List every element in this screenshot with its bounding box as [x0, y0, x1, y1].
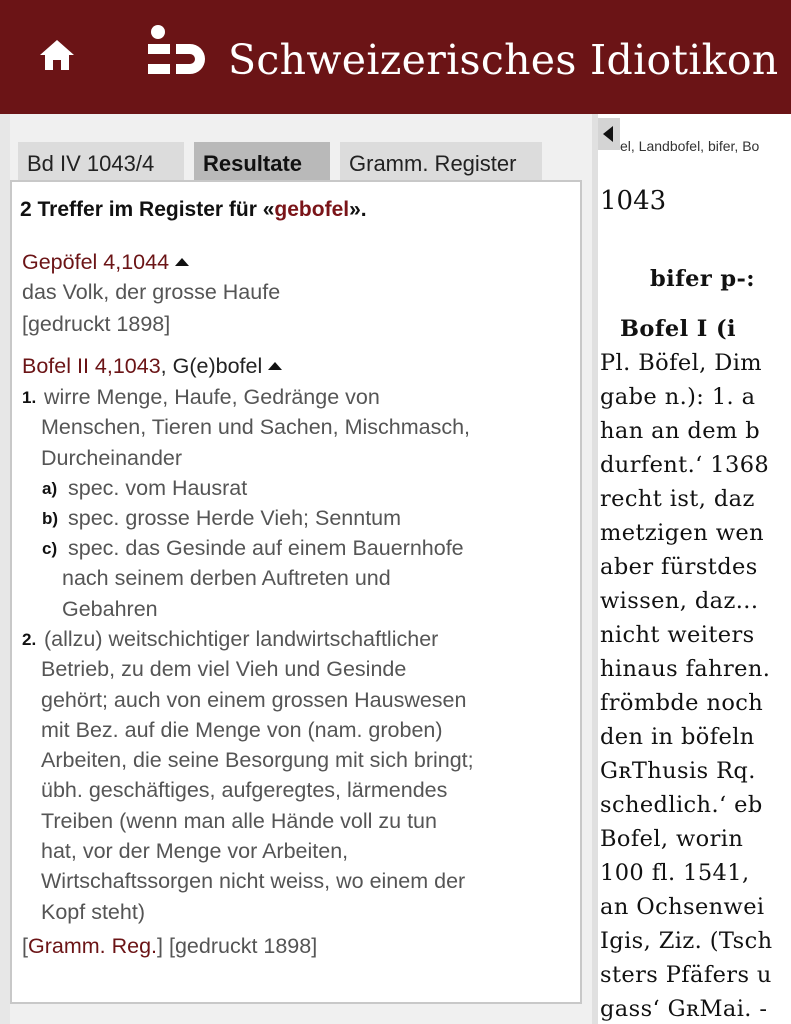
entry-bofel-title [22, 354, 282, 379]
sense-text-line: spec. das Gesinde auf einem Bauernhofe [68, 536, 464, 560]
sense-text-line: Menschen, Tieren und Sachen, Mischmasch, [41, 415, 471, 440]
scan-line: Pl. Böfel, Dim [600, 350, 763, 376]
sense-text-line: hat, vor der Menge vor Arbeiten, [41, 839, 349, 864]
sense-text-line: spec. vom Hausrat [68, 476, 248, 500]
entry-bofel-link[interactable]: Bofel II 4,1043 [22, 354, 161, 378]
scan-line: Bofel, worin [600, 826, 744, 852]
sense-text-line: übh. geschäftiges, aufgeregtes, lärmendes [41, 778, 448, 803]
subsense-letter: a) [42, 479, 58, 498]
gramm-reg-link[interactable]: Gramm. Reg. [27, 934, 158, 958]
scan-line: aber fürstdes [600, 554, 758, 580]
scan-line: gabe n.): 1. a [600, 384, 756, 410]
scan-line: gass‘ GʀMai. - [600, 996, 768, 1022]
scan-line: schedlich.‘ eb [600, 792, 763, 818]
sense-text-line: Wirtschaftssorgen nicht weiss, wo einem der [41, 869, 466, 894]
sense-text-line: mit Bez. auf die Menge von (nam. groben) [41, 717, 443, 742]
left-edge-strip [0, 114, 10, 1024]
scan-line: hinaus fahren. [600, 656, 771, 682]
scanned-page [598, 180, 791, 1024]
scan-line: durfent.‘ 1368 [600, 452, 770, 478]
scan-line: sters Pfäfers u [600, 962, 772, 988]
sense-1c [42, 533, 464, 624]
sense-2 [22, 624, 474, 927]
entry-gepoefel-print-note: [gedruckt 1898] [22, 312, 171, 336]
scan-line: recht ist, daz [600, 486, 755, 512]
sense-text-line: (allzu) weitschichtiger landwirtschaftlicher [44, 627, 439, 651]
sense-1a [42, 473, 247, 503]
caret-up-icon[interactable] [268, 362, 282, 370]
sense-text-line: nach seinem derben Auftreten und [62, 566, 391, 591]
sense-number: 1. [22, 388, 37, 407]
scan-line: Bofel I (i [620, 316, 736, 342]
entry-footer: [Gramm. Reg.] [gedruckt 1898] [22, 934, 318, 958]
search-query: gebofel [274, 198, 350, 221]
tab-gramm-register[interactable]: Gramm. Register [340, 142, 542, 180]
sense-1 [22, 382, 470, 473]
home-icon[interactable] [38, 38, 76, 72]
results-panel [10, 114, 592, 1024]
sense-text-line: wirre Menge, Haufe, Gedränge von [44, 385, 380, 409]
subsense-letter: b) [42, 509, 59, 528]
scan-line: frömbde noch [600, 690, 764, 716]
sense-text-line: spec. grosse Herde Vieh; Senntum [68, 506, 402, 530]
entry-bofel-variant: , G(e)bofel [160, 354, 263, 378]
results-box [10, 180, 582, 1004]
sense-text-line: Betrieb, zu dem viel Vieh und Gesinde [41, 657, 407, 682]
scan-line: nicht weiters [600, 622, 755, 648]
scan-line: han an dem b [600, 418, 761, 444]
scan-line: metzigen wen [600, 520, 764, 546]
site-header [0, 0, 791, 114]
subsense-letter: c) [42, 539, 58, 558]
footer-print-note: [gedruckt 1898] [168, 934, 318, 958]
sense-number: 2. [22, 630, 37, 649]
sense-text-line: Durcheinander [41, 445, 183, 470]
scan-page-number: 1043 [600, 186, 667, 216]
scan-line: den in böfeln [600, 724, 755, 750]
collapse-left-arrow-icon[interactable] [598, 118, 620, 150]
site-title[interactable]: Schweizerisches Idiotikon [228, 36, 779, 84]
scan-line: an Ochsenwei [600, 894, 765, 920]
entry-gepoefel-title [22, 250, 189, 275]
sense-text-line: gehört; auch von einem grossen Hauswesen [41, 687, 467, 712]
sense-text-line: Kopf steht) [41, 899, 145, 924]
scan-line: wissen, daz... [600, 588, 759, 614]
sense-text-line: Arbeiten, die seine Besorgung mit sich bringt; [41, 748, 474, 773]
scan-breadcrumb: el, Landbofel, bifer, Bo [620, 138, 760, 154]
scan-line: Igis, Ziz. (Tsch [600, 928, 773, 954]
caret-up-icon[interactable] [175, 258, 189, 266]
sense-1b [42, 503, 401, 533]
tab-volume-page[interactable]: Bd IV 1043/4 [18, 142, 184, 180]
scan-line: GʀThusis Rq. [600, 758, 756, 784]
sense-text-line: Treiben (wenn man alle Hände voll zu tun [41, 808, 437, 833]
idiotikon-logo-icon[interactable] [146, 24, 216, 84]
scan-line: 100 fl. 1541, [600, 860, 750, 886]
entry-gepoefel-link[interactable]: Gepöfel 4,1044 [22, 250, 170, 274]
results-heading: 2 Treffer im Register für «gebofel». [20, 198, 367, 221]
sense-text-line: Gebahren [62, 596, 158, 621]
entry-gepoefel-definition: das Volk, der grosse Haufe [22, 280, 281, 304]
tab-results[interactable]: Resultate [194, 142, 330, 180]
scan-line: bifer p-: [650, 266, 755, 292]
